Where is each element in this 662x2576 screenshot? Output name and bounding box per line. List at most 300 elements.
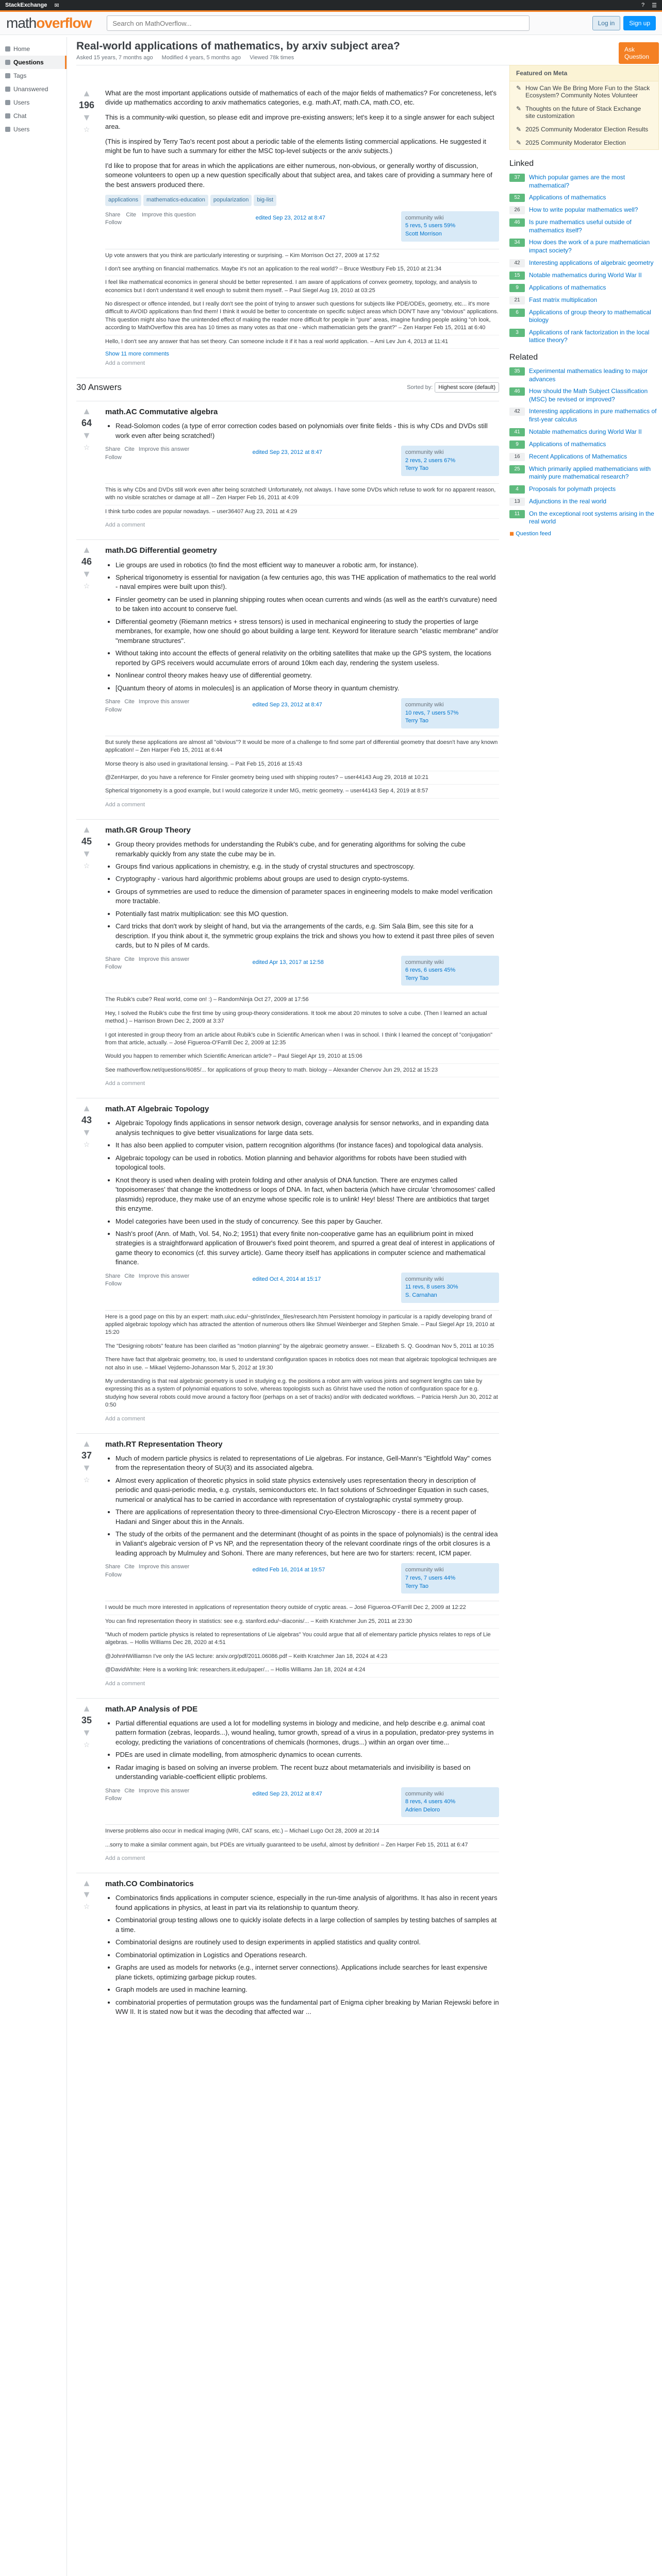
- cite-link[interactable]: Cite: [126, 211, 136, 218]
- vote-count-badge: 21: [509, 296, 525, 304]
- answers-count: 30 Answers: [76, 382, 122, 393]
- cite-link[interactable]: Cite: [124, 446, 135, 453]
- meta-item-label: 2025 Community Moderator Election: [525, 139, 626, 146]
- meta-list: [510, 81, 658, 149]
- ask-question-button[interactable]: Ask Question: [619, 42, 659, 64]
- related-item[interactable]: [509, 408, 659, 423]
- post-actions: [105, 956, 193, 972]
- follow-link[interactable]: Follow: [105, 1571, 122, 1578]
- linked-item[interactable]: [509, 284, 659, 292]
- nav-users[interactable]: [0, 96, 67, 109]
- comment: I got interested in group theory from an article about Rubik's cube in Scientific American when I was in school. I think I learned the concept of "conjugation" from that article, actually. – José Figueroa-O'Farrill Dec 2, 2009 at 12:35: [105, 1029, 499, 1050]
- answer-body: [105, 406, 499, 480]
- upvote-icon[interactable]: ▲: [82, 545, 91, 555]
- edited-link[interactable]: edited Sep 23, 2012 at 8:47: [252, 1790, 322, 1797]
- add-comment-link[interactable]: Add a comment: [105, 801, 145, 808]
- comment: Inverse problems also occur in medical imaging (MRI, CAT scans, etc.) – Michael Lugo Oct 28, 2009 at 20:14: [105, 1825, 499, 1838]
- improve-link[interactable]: Improve this answer: [138, 698, 190, 705]
- add-comment-link[interactable]: Add a comment: [105, 522, 145, 529]
- add-comment-link[interactable]: Add a comment: [105, 360, 145, 367]
- owner-card: [401, 1273, 499, 1303]
- answer-footer: [105, 956, 499, 986]
- answer-body: [105, 1704, 499, 1822]
- comment: The Rubik's cube? Real world, come on! :) – RandomNinja Oct 27, 2009 at 17:56: [105, 993, 499, 1007]
- linked-item[interactable]: [509, 309, 659, 325]
- question-link[interactable]: Which popular games are the most mathematical?: [529, 174, 625, 189]
- owner-card: [401, 956, 499, 986]
- downvote-icon[interactable]: ▼: [82, 112, 91, 123]
- users-icon-2: [5, 127, 10, 132]
- question-paragraph: (This is inspired by Terry Tao's recent post about a periodic table of the elements listing commercial applications. He suggested it might be fun to have such a summary for either the MSC top-level subjects or the arxiv subjects.): [105, 137, 487, 155]
- linked-item[interactable]: [509, 329, 659, 345]
- answer-comments: [105, 1310, 499, 1413]
- answer-row: [76, 1439, 499, 1598]
- nav-users-label: Users: [13, 99, 30, 106]
- comment: Up vote answers that you think are particularly interesting or surprising. – Kim Morrison Oct 27, 2009 at 17:52: [105, 249, 499, 263]
- bookmark-icon[interactable]: ☆: [83, 443, 90, 452]
- linked-item[interactable]: [509, 259, 659, 267]
- top-bar: [0, 0, 662, 10]
- answer-row: [76, 1704, 499, 1822]
- downvote-icon[interactable]: ▼: [82, 1727, 91, 1738]
- question-post: [76, 89, 499, 246]
- answer-list: [105, 561, 499, 693]
- answer-vote-cell: [76, 1878, 97, 2020]
- vote-count-badge: 35: [509, 367, 525, 376]
- answer-list-item: • Spherical trigonometry is essential for navigation (a few centuries ago, this was THE application of mathematics to the real world - naval empires were built upon this!).: [115, 573, 499, 592]
- vote-count-badge: 34: [509, 239, 525, 247]
- answer-heading: math.AP Analysis of PDE: [105, 1704, 198, 1714]
- main-content: [76, 37, 659, 2015]
- revisions-link[interactable]: 8 revs, 4 users 40%: [405, 1799, 456, 1805]
- answer-vote-count: 35: [81, 1715, 92, 1725]
- question-feed-link[interactable]: [509, 530, 659, 537]
- related-item[interactable]: [509, 387, 659, 403]
- edit-info: [249, 1563, 346, 1578]
- owner-card: [401, 1563, 499, 1594]
- edit-info: [249, 956, 346, 970]
- cite-link[interactable]: Cite: [124, 698, 135, 705]
- inbox-icon[interactable]: ✉: [54, 2, 59, 9]
- rss-label: Question feed: [516, 530, 551, 537]
- nav-unanswered-label: Unanswered: [13, 86, 48, 93]
- question-vote-cell: [76, 89, 97, 246]
- question-link[interactable]: How should the Math Subject Classification (MSC) be revised or improved?: [529, 387, 648, 403]
- edit-info: [249, 698, 346, 713]
- edit-info: [252, 211, 350, 226]
- comment: @DavidWhite: Here is a working link: researchers.iit.edu/paper/... – Hollis Williams Jan 18, 2024 at 4:24: [105, 1664, 499, 1677]
- share-link[interactable]: Share: [105, 1273, 121, 1279]
- revisions-link[interactable]: 11 revs, 8 users 30%: [405, 1284, 458, 1291]
- vote-count-badge: 46: [509, 387, 525, 396]
- edited-link[interactable]: edited Apr 13, 2017 at 12:58: [252, 959, 324, 965]
- answer-vote-cell: [76, 1704, 97, 1822]
- question-link[interactable]: Applications of mathematics: [529, 283, 606, 291]
- nav-home-label: Home: [13, 45, 30, 53]
- answer-list-item: • [Quantum theory of atoms in molecules] is an application of Morse theory in quantum chemistry.: [115, 684, 499, 693]
- related-item[interactable]: [509, 367, 659, 383]
- comment: "Much of modern particle physics is related to representations of Lie algebras" You could argue that all of elementary particle physics relates to reps of Lie algebras. – Hollis Williams Dec 28, 2020 at 4:51: [105, 1629, 499, 1650]
- question-link[interactable]: Applications of group theory to mathematical biology: [529, 308, 651, 324]
- tag[interactable]: applications: [105, 195, 141, 206]
- community-wiki-label: community wiki: [405, 1276, 444, 1282]
- question-link[interactable]: Interesting applications in pure mathematics of first-year calculus: [529, 408, 657, 423]
- linked-item[interactable]: [509, 239, 659, 255]
- user-name[interactable]: Terry Tao: [405, 975, 429, 981]
- nav-chat[interactable]: [0, 109, 67, 123]
- help-icon[interactable]: ?: [641, 2, 645, 8]
- answer-body: [105, 545, 499, 733]
- answer-list-item: • Algebraic topology can be used in robotics. Motion planning and behavior algorithms for robots have been studied with topological tools.: [115, 1154, 499, 1173]
- share-link[interactable]: Share: [105, 211, 121, 218]
- answer-list: [105, 421, 499, 440]
- meta-item[interactable]: [510, 81, 658, 102]
- answer-list-item: • Algebraic Topology finds applications in sensor network design, coverage analysis for sensor networks, and in expanding data analysis techniques to give better visualizations for large data sets.: [115, 1118, 499, 1138]
- answer-list-item: • Lie groups are used in robotics (to find the most efficient way to maneuver a robotic arm, for instance).: [115, 561, 499, 570]
- answer-vote-count: 45: [81, 836, 92, 846]
- question-link[interactable]: Applications of rank factorization in the local lattice theory?: [529, 328, 650, 344]
- related-title: Related: [509, 352, 538, 362]
- edit-info: [249, 446, 346, 460]
- edited-link[interactable]: edited Feb 16, 2014 at 19:57: [252, 1567, 325, 1573]
- improve-link[interactable]: Improve this question: [142, 211, 196, 218]
- post-actions: [105, 1787, 193, 1803]
- follow-link[interactable]: Follow: [105, 454, 122, 461]
- share-link[interactable]: Share: [105, 956, 121, 962]
- share-link[interactable]: Share: [105, 1564, 121, 1570]
- question-paragraph: I'd like to propose that for areas in which the applications are either numerous, non-obvious, or generally worthy of discussion, someone volunteers to open up a new question specifically about that subject area, and takes care of providing a summary here of the best answers produced there.: [105, 161, 492, 189]
- left-navigation: [0, 37, 67, 2576]
- answer-body: [105, 825, 499, 990]
- bookmark-icon[interactable]: ☆: [83, 1902, 90, 1911]
- add-comment-link[interactable]: Add a comment: [105, 1080, 145, 1087]
- cite-link[interactable]: Cite: [124, 1273, 135, 1279]
- cite-link[interactable]: Cite: [124, 1787, 135, 1794]
- answer-vote-cell: [76, 1439, 97, 1598]
- nav-tags[interactable]: [0, 69, 67, 82]
- vote-count-badge: 42: [509, 259, 525, 267]
- answer-list-item: • There are applications of representation theory to three-dimensional Cryo-Electron Microscopy - there is a recent paper of Hadani and Singer about this in the Annals.: [115, 1507, 499, 1527]
- linked-item[interactable]: [509, 206, 659, 214]
- upvote-icon[interactable]: ▲: [82, 1103, 91, 1114]
- answer-list-item: • Combinatorial designs are routinely used to design experiments in applied statistics and quality control.: [115, 1938, 499, 1947]
- answer-vote-count: 46: [81, 556, 92, 567]
- share-link[interactable]: Share: [105, 1787, 121, 1794]
- upvote-icon[interactable]: ▲: [82, 1878, 91, 1889]
- post-actions: [105, 446, 193, 462]
- answer-vote-count: 64: [81, 418, 92, 429]
- vote-count-badge: 13: [509, 498, 525, 506]
- site-switcher-icon[interactable]: ☰: [652, 2, 657, 9]
- answer-list-item: • Almost every application of theoretic physics in solid state physics extensively uses representation theory in description of periodic and quasi-periodic media, e.g. crystals, semiconductors etc. In fact solutions of Schroedinger Equation in such cases, numerical or analytical has to be carried in accordance with representation of crystalographic crystal symmetry group.: [115, 1476, 499, 1504]
- follow-link[interactable]: Follow: [105, 1281, 122, 1287]
- search-input[interactable]: [107, 15, 529, 31]
- user-name[interactable]: Terry Tao: [405, 1583, 429, 1589]
- downvote-icon[interactable]: ▼: [82, 569, 91, 580]
- community-wiki-label: community wiki: [405, 214, 444, 221]
- downvote-icon[interactable]: ▼: [82, 1462, 91, 1473]
- answer-list-item: • It has also been applied to computer vision, pattern recognition algorithms (for instance faces) and topological data analysis.: [115, 1141, 499, 1150]
- answer-list: [105, 840, 499, 951]
- question-and-answers: [76, 89, 499, 2023]
- nav-questions[interactable]: [0, 56, 67, 69]
- vote-count-badge: 26: [509, 206, 525, 214]
- comment: I think turbo codes are popular nowadays. – user36407 Aug 23, 2011 at 4:29: [105, 505, 499, 519]
- answer-list: [105, 1893, 499, 2016]
- answer-heading: math.DG Differential geometry: [105, 546, 217, 555]
- comment: Morse theory is also used in gravitational lensing. – Pait Feb 15, 2016 at 15:43: [105, 758, 499, 771]
- nav-home[interactable]: [0, 42, 67, 56]
- answer-list-item: • Group theory provides methods for understanding the Rubik's cube, and for generating algorithms for solving the cube remarkably quickly from any state the cube may be in.: [115, 840, 499, 859]
- follow-link[interactable]: Follow: [105, 964, 122, 971]
- question-comments: [105, 249, 499, 349]
- meta-post-icon: ✎: [516, 84, 522, 92]
- answer-body: [105, 1104, 499, 1307]
- meta-item[interactable]: [510, 102, 658, 123]
- edit-info: [249, 1787, 346, 1802]
- question-paragraph: This is a community-wiki question, so please edit and improve pre-existing answers; let's keep it to a single answer for each subject area.: [105, 113, 494, 131]
- vote-count-badge: 41: [509, 428, 525, 436]
- vote-count-badge: 3: [509, 329, 525, 337]
- answer-body: [105, 1439, 499, 1598]
- comment: @ZenHarper, do you have a reference for Finsler geometry being used with shipping routes? – user44143 Aug 29, 2018 at 10:21: [105, 771, 499, 785]
- downvote-icon[interactable]: ▼: [82, 1889, 91, 1900]
- featured-on-meta: [509, 65, 659, 150]
- share-link[interactable]: Share: [105, 698, 121, 705]
- bookmark-icon[interactable]: ☆: [83, 861, 90, 870]
- answer-heading: math.AC Commutative algebra: [105, 408, 218, 417]
- answer-list-item: • Graph models are used in machine learning.: [115, 1985, 499, 1994]
- tag[interactable]: popularization: [210, 195, 252, 206]
- answer-list-item: • Radar imaging is based on solving an inverse problem. The recent buzz about metamaterials and invisibility is based on understanding variable-coefficient elliptic problems.: [115, 1763, 499, 1782]
- answer-comments: [105, 483, 499, 519]
- nav-users-2[interactable]: [0, 123, 67, 136]
- related-item[interactable]: [509, 485, 659, 494]
- answer-post: [76, 401, 499, 528]
- downvote-icon[interactable]: ▼: [82, 430, 91, 441]
- question-link[interactable]: Is pure mathematics useful outside of mathematics itself?: [529, 218, 632, 234]
- revisions-link[interactable]: 10 revs, 7 users 57%: [405, 709, 459, 716]
- mathoverflow-logo[interactable]: mathoverflow: [6, 15, 92, 31]
- question-link[interactable]: Which primarily applied mathematicians with mainly pure mathematical research?: [529, 465, 651, 481]
- answer-post: [76, 1873, 499, 2020]
- related-item[interactable]: [509, 510, 659, 526]
- answer-list-item: • Combinatorial optimization in Logistics and Operations research.: [115, 1951, 499, 1960]
- answer-list: [105, 1118, 499, 1267]
- question-paragraph: What are the most important applications outside of mathematics of each of the major fields of mathematics? For concreteness, let's divide up mathematics according to arxiv mathematics categories, e.g. math.AT, math.CA, math.CO, etc.: [105, 89, 497, 107]
- edit-info: [249, 1273, 346, 1287]
- sort-selector: [407, 384, 499, 391]
- edited-link[interactable]: edited Sep 23, 2012 at 8:47: [255, 214, 325, 221]
- answer-list-item: • Combinatorics finds applications in computer science, especially in the run-time analysis of algorithms. It has also in recent years found applications in physics, at least in part via its relationship to quantum theory.: [115, 1893, 499, 1912]
- question-link[interactable]: How to write popular mathematics well?: [529, 206, 638, 214]
- question-link[interactable]: Fast matrix multiplication: [529, 296, 598, 303]
- downvote-icon[interactable]: ▼: [82, 848, 91, 859]
- comment: Spherical trigonometry is a good example, but I would categorize it under MG, metric geometry. – user44143 Sep 4, 2019 at 8:57: [105, 785, 499, 798]
- comment: I don't see anything on financial mathematics. Maybe it's not an application to the real world? – Bruce Westbury Feb 15, 2010 at 21:34: [105, 263, 499, 276]
- question-vote-count: 196: [78, 100, 95, 110]
- follow-link[interactable]: Follow: [105, 1795, 122, 1802]
- follow-link[interactable]: Follow: [105, 706, 122, 713]
- related-item[interactable]: [509, 440, 659, 449]
- improve-link[interactable]: Improve this answer: [138, 446, 190, 453]
- downvote-icon[interactable]: ▼: [82, 1127, 91, 1138]
- upvote-icon[interactable]: ▲: [82, 88, 91, 98]
- answer-list-item: • Combinatorial group testing allows one to quickly isolate defects in a large collection of samples by testing batches of samples at a time.: [115, 1916, 499, 1935]
- answer-heading: math.GR Group Theory: [105, 825, 191, 835]
- tag[interactable]: mathematics-education: [143, 195, 208, 206]
- vote-count-badge: 37: [509, 174, 525, 182]
- question-link[interactable]: On the exceptional root systems arising in the real world: [529, 510, 654, 526]
- linked-item[interactable]: [509, 272, 659, 280]
- answer-list-item: • combinatorial properties of permutation groups was the fundamental part of Enigma cipher breaking by Marian Rejewski before in WW II. It is stated now but it was the decoding that affected war ...: [115, 1998, 499, 2017]
- question-link[interactable]: Applications of mathematics: [529, 440, 606, 448]
- improve-link[interactable]: Improve this answer: [138, 1787, 190, 1794]
- user-name[interactable]: S. Carnahan: [405, 1292, 437, 1298]
- upvote-icon[interactable]: ▲: [82, 1438, 91, 1449]
- linked-item[interactable]: [509, 296, 659, 304]
- meta-item[interactable]: [510, 123, 658, 136]
- answer-row: [76, 825, 499, 990]
- answer-post: [76, 1698, 499, 1862]
- owner-card: [401, 211, 499, 242]
- user-name[interactable]: Scott Morrison: [405, 230, 442, 237]
- meta-post-icon: ✎: [516, 139, 522, 146]
- bookmark-icon[interactable]: ☆: [83, 1475, 90, 1484]
- answer-footer: [105, 1787, 499, 1818]
- answer-list-item: • Cryptography - various hard algorithmic problems about groups are used to design crypto-systems.: [115, 874, 499, 884]
- tag[interactable]: big-list: [254, 195, 276, 206]
- tags-icon: [5, 73, 10, 78]
- edited-link[interactable]: edited Sep 23, 2012 at 8:47: [252, 449, 322, 456]
- follow-link[interactable]: Follow: [105, 219, 122, 226]
- question-link[interactable]: Applications of mathematics: [529, 194, 606, 201]
- answer-list-item: • Read-Solomon codes (a type of error correction codes based on polynomials over finite fields - this is why CDs and DVDs still work even after being scratched!): [115, 421, 499, 440]
- question-footer: [105, 211, 499, 242]
- upvote-icon[interactable]: ▲: [82, 824, 91, 835]
- sort-dropdown[interactable]: Highest score (default): [435, 382, 499, 393]
- answer-comments: [105, 1824, 499, 1852]
- answer-list-item: • The study of the orbits of the permanent and the determinant (thought of as points in the space of polynomials) is the central idea in Valiant's algebraic version of P vs NP, and the representation theory of the relevant coordinate rings of the orbit closures is a leading approach by Mulmuley and Sohoni. There are many references, but here are two for starters: recent, ICM paper.: [115, 1530, 499, 1558]
- comment: This is why CDs and DVDs still work even after being scratched! Unfortunately, not always. I have some DVDs which refuse to work for no apparent reason, with no visible scratches or damage at all! – Zen Harper Feb 16, 2011 at 4:09: [105, 484, 499, 505]
- upvote-icon[interactable]: ▲: [82, 1703, 91, 1714]
- vote-count-badge: 25: [509, 465, 525, 473]
- question-link[interactable]: How does the work of a pure mathematician impact society?: [529, 239, 650, 254]
- answer-row: [76, 406, 499, 480]
- cite-link[interactable]: Cite: [124, 1564, 135, 1570]
- question-link[interactable]: Proposals for polymath projects: [529, 485, 616, 493]
- question-link[interactable]: Adjunctions in the real world: [529, 497, 607, 505]
- comment: Here is a good page on this by an expert: math.uiuc.edu/~ghrist/index_files/research.htm Persistent homology in particular is a rapidly developing brand of applied algebraic topology which has attracted the attention of numerous others like Shmuel Weinberger and Stephen Smale. – Paul Siegel Apr 19, 2010 at 15:20: [105, 1311, 499, 1340]
- user-name[interactable]: Terry Tao: [405, 465, 429, 472]
- comment: ...sorry to make a similar comment again, but PDEs are virtually guaranteed to be useful, almost by definition! – Zen Harper Feb 15, 2011 at 6:47: [105, 1839, 499, 1852]
- answer-list: [105, 1719, 499, 1782]
- linked-item[interactable]: [509, 174, 659, 190]
- vote-count-badge: 11: [509, 510, 525, 518]
- post-actions: [105, 1563, 193, 1579]
- comment: No disrespect or offence intended, but I really don't see the point of trying to answer such questions for subjects like PDE/ODEs, geometry, etc... it's more difficult to AVOID applications than find them! I think it would be better to concentrate on specific subject areas which DON'T have any "obvious" applications. This question might also have the unintended effect of making the reader more difficult for people in "pure" areas, imagine funding people asking "oh look, according to MathOverflow this area has 10 times as many votes as that one - which mathematician gets the grant?" – Zen Harper Feb 15, 2011 at 6:40: [105, 298, 499, 335]
- answer-list-item: • Partial differential equations are used a lot for modelling systems in biology and medicine, and help describe e.g. animal coat pattern formation (zebras, leopards...), wound healing, tumor growth, spread of a virus in a population, predator-prey systems in ecology, predicting the variations of concentrations of chemicals (hormones, drugs...) within an organ over time...: [115, 1719, 499, 1747]
- related-item[interactable]: [509, 498, 659, 506]
- answer-vote-count: 37: [81, 1450, 92, 1461]
- add-comment-link[interactable]: Add a comment: [105, 1415, 145, 1422]
- comment: There have fact that algebraic geometry, too, is used to understand configuration spaces in robotics does not mean that algebraic topological techniques are not also in use. – Mikael Vejdemo-Johansson Mar 5, 2012 at 19:30: [105, 1353, 499, 1375]
- meta-item[interactable]: [510, 136, 658, 149]
- vote-count-badge: 15: [509, 272, 525, 280]
- community-wiki-label: community wiki: [405, 1567, 444, 1573]
- question-title[interactable]: Real-world applications of mathematics, by arxiv subject area?: [76, 40, 400, 52]
- bookmark-icon[interactable]: ☆: [83, 125, 90, 133]
- revisions-link[interactable]: 7 revs, 7 users 44%: [405, 1574, 456, 1581]
- community-wiki-label: community wiki: [405, 701, 444, 708]
- question-link[interactable]: Notable mathematics during World War II: [529, 271, 642, 279]
- post-actions: [105, 698, 193, 714]
- answer-heading: math.AT Algebraic Topology: [105, 1105, 209, 1114]
- improve-link[interactable]: Improve this answer: [138, 1273, 190, 1279]
- bookmark-icon[interactable]: ☆: [83, 1140, 90, 1149]
- owner-card: [401, 1787, 499, 1818]
- answer-list-item: • Card tricks that don't work by sleight of hand, but via the arrangements of the cards, e.g. Sim Sala Bim, see this site for a description. If you think about it, the symmetric group explains the trick and shows you how to extend it past three piles of seven cards, but to N piles of M cards.: [115, 922, 499, 950]
- edited-link[interactable]: edited Oct 4, 2014 at 15:17: [252, 1276, 321, 1282]
- bookmark-icon[interactable]: ☆: [83, 1740, 90, 1749]
- improve-link[interactable]: Improve this answer: [138, 956, 190, 962]
- bookmark-icon[interactable]: ☆: [83, 582, 90, 590]
- question-link[interactable]: Recent Applications of Mathematics: [529, 452, 627, 460]
- owner-card: [401, 698, 499, 728]
- stackexchange-brand[interactable]: StackExchange: [5, 2, 47, 8]
- cite-link[interactable]: Cite: [124, 956, 135, 962]
- upvote-icon[interactable]: ▲: [82, 406, 91, 417]
- related-item[interactable]: [509, 465, 659, 481]
- question-meta: [76, 55, 535, 65]
- question-link[interactable]: Interesting applications of algebraic geometry: [529, 259, 654, 266]
- community-wiki-label: community wiki: [405, 959, 444, 965]
- improve-link[interactable]: Improve this answer: [138, 1564, 190, 1570]
- signup-button[interactable]: Sign up: [623, 16, 656, 30]
- add-comment-link[interactable]: Add a comment: [105, 1680, 145, 1687]
- user-name[interactable]: Terry Tao: [405, 718, 429, 724]
- add-comment-link[interactable]: Add a comment: [105, 1855, 145, 1862]
- answer-row: [76, 1104, 499, 1307]
- edited-link[interactable]: edited Sep 23, 2012 at 8:47: [252, 701, 322, 708]
- login-button[interactable]: Log in: [592, 16, 621, 30]
- share-link[interactable]: Share: [105, 446, 121, 453]
- related-item[interactable]: [509, 428, 659, 436]
- meta-item-label: Thoughts on the future of Stack Exchange site customization: [525, 105, 641, 120]
- answer-heading: math.CO Combinatorics: [105, 1879, 194, 1889]
- question-link[interactable]: Notable mathematics during World War II: [529, 428, 642, 435]
- revisions-link[interactable]: 5 revs, 5 users 59%: [405, 223, 456, 229]
- comment: You can find representation theory in statistics: see e.g. stanford.edu/~diaconis/... – Keith Kratchmer Jun 25, 2011 at 23:30: [105, 1615, 499, 1629]
- related-item[interactable]: [509, 453, 659, 461]
- linked-item[interactable]: [509, 194, 659, 202]
- show-more-comments-link[interactable]: Show 11 more comments: [105, 351, 169, 358]
- question-link[interactable]: Experimental mathematics leading to major advances: [529, 367, 648, 383]
- rss-icon: ◼: [509, 530, 515, 537]
- linked-title: Linked: [509, 159, 534, 168]
- linked-item[interactable]: [509, 218, 659, 234]
- revisions-link[interactable]: 2 revs, 2 users 67%: [405, 457, 456, 464]
- asked-date: Asked 15 years, 7 months ago: [76, 55, 153, 61]
- nav-unanswered[interactable]: [0, 82, 67, 96]
- revisions-link[interactable]: 6 revs, 6 users 45%: [405, 967, 456, 974]
- answer-list-item: • Potentially fast matrix multiplication: see this MO question.: [115, 909, 499, 919]
- answer-list-item: • Groups find various applications in chemistry, e.g. in the study of crystal structures and spectroscopy.: [115, 862, 499, 871]
- user-name[interactable]: Adrien Deloro: [405, 1806, 440, 1813]
- right-sidebar: [509, 65, 659, 537]
- answer-row: [76, 545, 499, 733]
- answer-vote-cell: [76, 825, 97, 990]
